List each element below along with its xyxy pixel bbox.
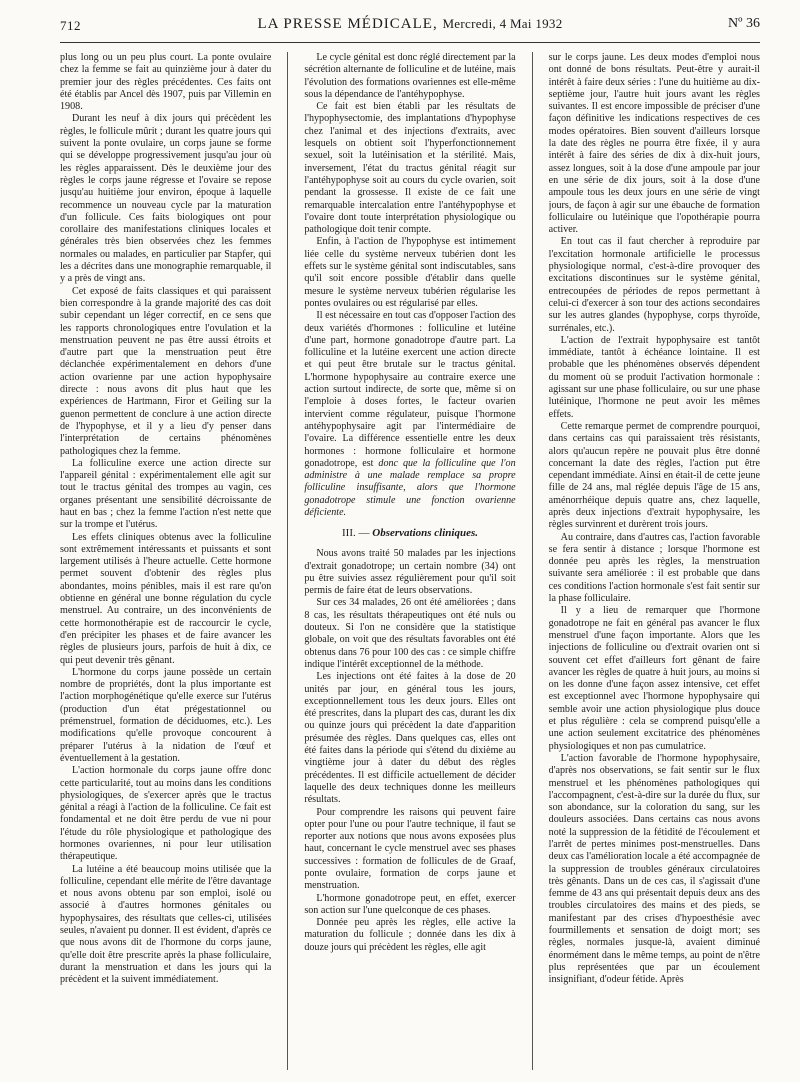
paragraph: Les injections ont été faites à la dose de 20 unités par jour, en général tous les jours, exceptionnellement tous les deux jours. Elles ont été prescrites, dans la plupart des cas, durant les dix ou quinze jours qui précèdent la date d'apparition présumée des règles. Dans quelques cas, elles ont été faites dans la période qui s'étend du dixième au vingtième jour à dater du début des règles précédentes. Il est difficile actuellement de décider laquelle des deux techniques donne les meilleurs résultats. — [304, 671, 516, 806]
page-number: 712 — [60, 18, 81, 33]
paragraph: La lutéine a été beaucoup moins utilisée que la folliculine, cependant elle mérite de l'être davantage et nous avons obtenu par son emploi, isolé ou associé à d'autres hormones génitales ou hypophysaires, des résultats que celles-ci, utilisées seules, n'avaient pu donner. Il est évident, d'après ce que nous avons dit de l'hormone du corps jaune, qu'elle doit être prescrite après la phase folliculaire, durant la menstruation et dans les jours qui la précèdent et la suivent immédiatement. — [60, 863, 272, 986]
section-heading — [304, 527, 515, 540]
paragraph-text: Il est nécessaire en tout cas d'opposer l'action des deux variétés d'hormones : folliculine et lutéine d'une part, hormone gonadotrope d'autre part. La folliculine et la lutéine exercent une action directe et qui peut être brutale sur le tractus génital. L'hormone hypophysaire au contraire exerce une action surtout indirecte, de sorte que, même si on l'emploie à doses fortes, le facteur ovarien intervient comme régulateur, puisque l'hormone antéhypophysaire agit par l'intermédiaire de l'ovaire. La différence essentielle entre les deux hormones : hormone folliculaire et hormone gonadotrope, est — [304, 310, 516, 469]
text-columns — [60, 52, 760, 1070]
paragraph: La folliculine exerce une action directe sur l'appareil génital : expérimentalement elle agit sur tout le tractus génital des trompes au vagin, ces organes présentant une sensibilité décroissante de haut en bas ; chez la femme l'action n'est nette que sur la trompe et l'utérus. — [60, 457, 272, 531]
paragraph: Donnée peu après les règles, elle active la maturation du follicule ; donnée dans les dix à douze jours qui précèdent les règles, elle agit — [304, 917, 516, 953]
paragraph: sur le corps jaune. Les deux modes d'emploi nous ont donné de bons résultats. Peut-être y aurait-il intérêt à faire deux séries : l'une du huitième au dix-septième jour, l'autre huit jours avant les règles suivantes. Il est encore impossible de préciser d'une façon définitive les indications respectives de ces modes opératoires. Bien souvent d'ailleurs lorsque la date des règles ne pourra être fixée, il y aura intérêt à faire des séries de dix à dix-huit jours, assez longues, soit à la dose d'une ampoule par jour en une série de dix jours, soit à la dose d'une ampoule tous les deux jours en une série de vingt jours, de façon à agir sur une ébauche de formation folliculaire ou lutéinique que l'opothérapie pourra activer. — [548, 52, 760, 236]
paragraph: Le cycle génital est donc réglé directement par la sécrétion alternante de folliculine et de lutéine, mais l'évolution des formations ovariennes est elle-même sous la dépendance de l'antéhypophyse. — [304, 52, 516, 100]
paragraph: Les effets cliniques obtenus avec la folliculine sont extrêmement intéressants et puissants et sont largement utilisés à l'heure actuelle. Cette hormone permet souvent d'obtenir des règles plus abondantes, moins pénibles, mais il est rare qu'on obtienne en général une bonne régulation du cycle menstruel. Au contraire, un des inconvénients de cette hormonothérapie est de raccourcir le cycle, d'en précipiter les phases et de faire avancer les règles de plusieurs jours, parfois de huit à dix, ce qui peut devenir très gênant. — [60, 531, 272, 666]
issue-date: Mercredi, 4 Mai 1932 — [442, 16, 563, 31]
paragraph: L'action de l'extrait hypophysaire est tantôt immédiate, tantôt à échéance lointaine. Il est probable que les phénomènes observés dépendent du moment où se produit l'activation hormonale : agissant sur une phase folliculaire, ou sur une phase lutéinique, l'hormone ne peut avoir les mêmes effets. — [548, 334, 760, 420]
paragraph: Cette remarque permet de comprendre pourquoi, dans certains cas qui paraissaient très résistants, alors qu'aucun repère ne pouvait plus être donné concernant la date des règles, l'action put être cependant immédiate. Ainsi en était-il de cette jeune fille de 24 ans, mal réglée depuis l'âge de 15 ans, aménorrhéique depuis quatre ans, chez laquelle, après deux injections d'extrait hypophysaire, les règles survinrent et durèrent trois jours. — [548, 420, 760, 531]
italic-conclusion: donc que la folliculine que l'on administre à une malade remplace sa propre folliculine insuffisante, alors que l'hormone gonadotrope stimule une fonction ovarienne déficiente. — [304, 457, 516, 518]
section-number: III. — — [342, 527, 370, 540]
paragraph: L'action hormonale du corps jaune offre donc cette particularité, tout au moins dans les conditions physiologiques, de s'exercer après que le tractus génital a réagi à l'action de la folliculine. Ce fait est fondamental et ne doit être perdu de vue ni pour l'étude du rôle physiologique et pathologique des hormones ovariennes, ni pour leur utilisation thérapeutique. — [60, 765, 272, 863]
paragraph: L'hormone du corps jaune possède un certain nombre de propriétés, dont la plus importante est l'action morphogénétique qu'elle exerce sur l'utérus (production d'un état prégestationnel ou prémenstruel, formation de déciduomes, etc.). Les modifications qu'elle provoque concourent à préparer l'utérus à la nidation de l'œuf et éventuellement à la gestation. — [60, 666, 272, 764]
paragraph: Durant les neuf à dix jours qui précèdent les règles, le follicule mûrit ; durant les quatre jours qui suivent la ponte ovulaire, un corps jaune se forme qui se développe progressivement jusqu'au jour où les règles apparaissent. Dès le deuxième jour des règles le corps jaune régresse et l'ovaire se repose jusqu'au huitième jour environ, époque à laquelle recommence un nouveau cycle par la maturation d'un follicule. Ces faits biologiques ont pour corollaire des manifestations cliniques locales et générales très bien observées chez les femmes normales ou malades, en particulier par Stapfer, qui les a décrites dans une monographie remarquable, il y a près de vingt ans. — [60, 113, 272, 285]
column-1 — [60, 52, 271, 1070]
column-2 — [304, 52, 515, 1070]
paragraph: Pour comprendre les raisons qui peuvent faire opter pour l'une ou pour l'autre technique, il faut se reporter aux notions que nous avons exposées plus haut, concernant le cycle menstruel avec ses phases successives : formation de follicules de de Graaf, ponte ovulaire, formation de corps jaune et menstruation. — [304, 806, 516, 892]
column-rule — [287, 52, 288, 1070]
paragraph: En tout cas il faut chercher à reproduire par l'excitation hormonale artificielle le processus physiologique normal, c'est-à-dire provoquer des excitations discontinues sur le système génital, entrecoupées de périodes de repos permettant à celui-ci d'exercer à son tour des actions secondaires sur les autres glandes (hypophyse, corps thyroïde, surrénales, etc.). — [548, 236, 760, 334]
paragraph: L'hormone gonadotrope peut, en effet, exercer son action sur l'une quelconque de ces phases. — [304, 892, 516, 916]
issue-number: Nº 36 — [728, 16, 760, 31]
journal-title: LA PRESSE MÉDICALE, — [257, 16, 438, 32]
column-rule — [532, 52, 533, 1070]
journal-title-line — [60, 16, 760, 33]
section-title: Observations cliniques. — [372, 527, 478, 540]
page-header — [60, 16, 760, 43]
column-3 — [549, 52, 760, 1070]
paragraph: Il y a lieu de remarquer que l'hormone gonadotrope ne fait en général pas avancer le flux menstruel d'une façon importante. Alors que les injections de folliculine ou d'extrait ovarien ont si souvent cet effet d'ailleurs fort gênant de faire avancer les règles de quatre à huit jours, au moins si on les donne d'une façon assez intensive, cet effet est exceptionnel avec l'hormone hypophysaire qui semble avoir une action physiologique plus douce et plus régulière : cela se comprend puisqu'elle a une action seulement excitatrice des phénomènes physiologiques et non pas cumulatrice. — [548, 605, 760, 752]
paragraph: Cet exposé de faits classiques et qui paraissent bien correspondre à la grande majorité des cas doit subir cependant un léger correctif, en ce sens que les rapports chronologiques entre l'ovulation et la menstruation peuvent ne pas être aussi étroits et d'autre part que la menstruation peut être déclanchée expérimentalement en dehors d'une action ovarienne par une action hypophysaire directe : nous avons dit plus haut que les expériences de Hartmann, Firor et Geiling sur la guenon permettent de conclure à une action directe de l'hypophyse, et il y a lieu d'y penser dans l'interprétation de certains phénomènes pathologiques chez la femme. — [60, 285, 272, 457]
paragraph: Enfin, à l'action de l'hypophyse est intimement liée celle du système nerveux tubérien dont les effets sur le système génital sont indiscutables, sans qu'il soit encore possible d'établir dans quelle mesure le système nerveux tubérien régularise les pontes ovulaires ou est régularisé par elles. — [304, 236, 516, 309]
paragraph: Ce fait est bien établi par les résultats de l'hypophysectomie, des implantations d'hypophyse chez l'animal et des injections d'extraits, avec lesquels on obtient soit l'hyperfonctionnement sexuel, soit la lutéinisation et la stérilité. Mais, inversement, l'état du tractus génital réagit sur l'antéhypophyse soit au cours du cycle ovarien, soit pendant la grossesse. Il existe de ce fait une remarquable intercalation entre l'antéhypophyse et l'ovaire dont toute interprétation physiologique ou pathologique doit tenir compte. — [304, 101, 516, 236]
paragraph: Au contraire, dans d'autres cas, l'action favorable se fera sentir à distance ; lorsque l'hormone est donnée peu après les règles, la menstruation suivante sera améliorée : il est probable que dans ces conditions l'action hormonale s'est fait sentir sur la phase folliculaire. — [548, 531, 760, 605]
paragraph: plus long ou un peu plus court. La ponte ovulaire chez la femme se fait au quinzième jour à dater du premier jour des règles précédentes. Ces faits ont été établis par Ancel dès 1907, puis par Villemin en 1908. — [60, 52, 272, 113]
paragraph: Sur ces 34 malades, 26 ont été améliorées ; dans 8 cas, les résultats thérapeutiques ont été nuls ou douteux. Si l'on ne considère que la statistique globale, on voit que des résultats favorables ont été obtenus dans 76 pour 100 des cas : ce simple chiffre indique l'intérêt exceptionnel de la méthode. — [304, 597, 516, 670]
paragraph — [304, 310, 515, 519]
paragraph: L'action favorable de l'hormone hypophysaire, d'après nos observations, se fait sentir sur le flux menstruel et les phénomènes pathologiques qui l'accompagnent, c'est-à-dire sur la durée du flux, sur son abondance, sur la coloration du sang, sur les douleurs associées. Dans certains cas nous avons noté la suppression de la fétidité de l'écoulement et l'arrêt de pertes minimes post-menstruelles. Dans deux cas l'amélioration locale a été accompagnée de la suppression de troubles généraux circulatoires très gênants. Dans un de ces cas, il s'agissait d'une femme de 43 ans qui présentait depuis deux ans des troubles circulatoires des mains et des pieds, se manifestant par des crises d'hypoesthésie avec fourmillements et sensation de doigt mort; ses règles, normales jusque-là, avaient diminué énormément dans le même temps, au point de n'être plus représentées que par un écoulement insignifiant, d'odeur fétide. Après — [548, 752, 760, 986]
paragraph: Nous avons traité 50 malades par les injections d'extrait gonadotrope; un certain nombre (34) ont pu être suivies assez régulièrement pour qu'il soit permis de faire état de leurs observations. — [304, 548, 516, 597]
